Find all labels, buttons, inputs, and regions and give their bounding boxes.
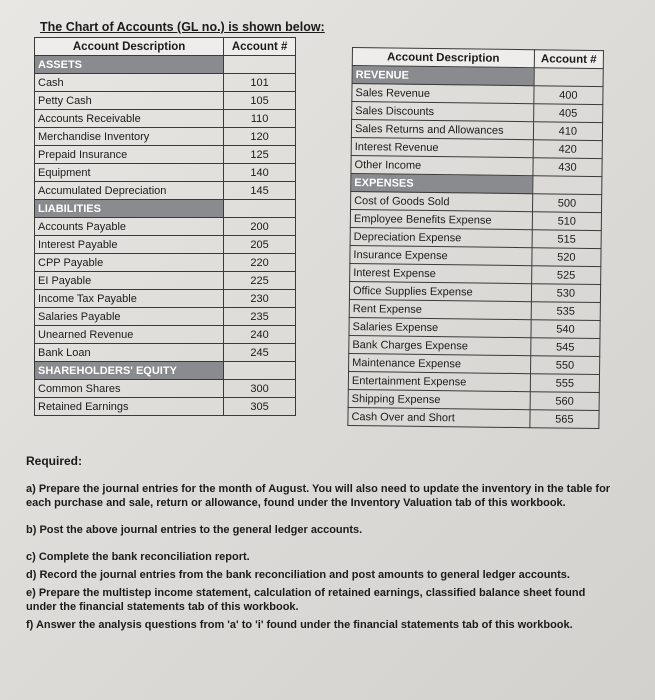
section-number-cell bbox=[224, 56, 296, 74]
table-row bbox=[35, 272, 296, 290]
account-number: 545 bbox=[531, 338, 600, 357]
table-row bbox=[35, 128, 296, 146]
account-description: Cost of Goods Sold bbox=[351, 191, 533, 211]
table-row bbox=[35, 380, 296, 398]
table-row bbox=[35, 290, 296, 308]
account-description: Sales Discounts bbox=[352, 102, 534, 122]
table-row bbox=[35, 326, 296, 344]
account-number: 235 bbox=[224, 308, 296, 326]
account-description: Salaries Expense bbox=[349, 317, 531, 337]
account-description: Office Supplies Expense bbox=[349, 281, 531, 301]
table-row bbox=[348, 407, 599, 428]
account-number: 120 bbox=[224, 128, 296, 146]
account-number: 430 bbox=[533, 158, 602, 177]
table-row bbox=[35, 182, 296, 200]
account-number: 105 bbox=[224, 92, 296, 110]
account-description: Income Tax Payable bbox=[35, 290, 224, 308]
account-description: Bank Loan bbox=[35, 344, 224, 362]
page-heading: The Chart of Accounts (GL no.) is shown below: bbox=[40, 20, 325, 34]
account-number: 220 bbox=[224, 254, 296, 272]
chart-of-accounts-right-table bbox=[347, 47, 604, 429]
account-number: 565 bbox=[530, 410, 599, 429]
account-description: Sales Returns and Allowances bbox=[351, 120, 533, 140]
account-description: Interest Payable bbox=[35, 236, 224, 254]
required-item-a: a) Prepare the journal entries for the month of August. You will also need to update the inventory in the table for each purchase and sale, return or allowance, found under the Inventory Valuation tab of this workbook. bbox=[26, 483, 611, 509]
section-number-cell bbox=[224, 200, 296, 218]
account-description: Cash bbox=[35, 74, 224, 92]
account-description: Interest Expense bbox=[350, 263, 532, 283]
account-description: Entertainment Expense bbox=[348, 371, 530, 391]
table-row bbox=[35, 308, 296, 326]
table-row bbox=[35, 110, 296, 128]
account-description: Accumulated Depreciation bbox=[35, 182, 224, 200]
account-number: 240 bbox=[224, 326, 296, 344]
account-number: 405 bbox=[533, 104, 602, 123]
table-row bbox=[35, 398, 296, 416]
account-number: 140 bbox=[224, 164, 296, 182]
account-description: Insurance Expense bbox=[350, 245, 532, 265]
account-description: Rent Expense bbox=[349, 299, 531, 319]
account-description: Shipping Expense bbox=[348, 389, 530, 409]
section-number-cell bbox=[534, 68, 603, 87]
account-number: 230 bbox=[224, 290, 296, 308]
account-number: 520 bbox=[532, 248, 601, 267]
account-description: Cash Over and Short bbox=[348, 407, 530, 427]
section-title: ASSETS bbox=[35, 56, 224, 74]
account-description: Sales Revenue bbox=[352, 84, 534, 104]
section-row bbox=[35, 362, 296, 380]
account-description: Accounts Receivable bbox=[35, 110, 224, 128]
account-number: 245 bbox=[224, 344, 296, 362]
section-title: EXPENSES bbox=[351, 173, 533, 193]
account-number: 535 bbox=[531, 302, 600, 321]
chart-of-accounts-left-table bbox=[34, 37, 296, 416]
required-item-b: b) Post the above journal entries to the general ledger accounts. bbox=[26, 524, 363, 536]
account-number: 540 bbox=[531, 320, 600, 339]
account-number: 515 bbox=[532, 230, 601, 249]
account-description: Other Income bbox=[351, 155, 533, 175]
table-row bbox=[35, 218, 296, 236]
account-number: 550 bbox=[530, 356, 599, 375]
account-number: 525 bbox=[531, 266, 600, 285]
account-number: 145 bbox=[224, 182, 296, 200]
required-item-e: e) Prepare the multistep income statement, calculation of retained earnings, classified balance sheet found under the financial statements tab of this workbook. bbox=[26, 587, 586, 613]
account-number: 305 bbox=[224, 398, 296, 416]
account-description: Equipment bbox=[35, 164, 224, 182]
table-row bbox=[35, 254, 296, 272]
account-number: 500 bbox=[532, 194, 601, 213]
account-description: Unearned Revenue bbox=[35, 326, 224, 344]
account-description: Retained Earnings bbox=[35, 398, 224, 416]
account-description-header: Account Description bbox=[352, 48, 534, 68]
account-number: 555 bbox=[530, 374, 599, 393]
required-item-c: c) Complete the bank reconciliation report. bbox=[26, 551, 250, 563]
table-row bbox=[35, 92, 296, 110]
account-description: Petty Cash bbox=[35, 92, 224, 110]
account-description: Prepaid Insurance bbox=[35, 146, 224, 164]
account-number: 125 bbox=[224, 146, 296, 164]
account-description: Salaries Payable bbox=[35, 308, 224, 326]
account-description: Maintenance Expense bbox=[349, 353, 531, 373]
required-item-d: d) Record the journal entries from the bank reconciliation and post amounts to general ledger accounts. bbox=[26, 569, 570, 581]
account-number: 200 bbox=[224, 218, 296, 236]
section-number-cell bbox=[533, 176, 602, 195]
account-number: 530 bbox=[531, 284, 600, 303]
table-header-row bbox=[35, 38, 296, 56]
account-number-header: Account # bbox=[534, 50, 603, 69]
section-title: REVENUE bbox=[352, 66, 534, 86]
account-description: Common Shares bbox=[35, 380, 224, 398]
account-description: Bank Charges Expense bbox=[349, 335, 531, 355]
table-row bbox=[35, 344, 296, 362]
section-title: LIABILITIES bbox=[35, 200, 224, 218]
account-number: 300 bbox=[224, 380, 296, 398]
account-number: 101 bbox=[224, 74, 296, 92]
account-description: EI Payable bbox=[35, 272, 224, 290]
account-description-header: Account Description bbox=[35, 38, 224, 56]
account-number: 400 bbox=[534, 86, 603, 105]
table-row bbox=[35, 164, 296, 182]
account-number: 205 bbox=[224, 236, 296, 254]
account-description: Employee Benefits Expense bbox=[350, 209, 532, 229]
account-description: Depreciation Expense bbox=[350, 227, 532, 247]
account-number: 225 bbox=[224, 272, 296, 290]
account-number: 410 bbox=[533, 122, 602, 141]
account-description: Interest Revenue bbox=[351, 137, 533, 157]
table-row bbox=[35, 146, 296, 164]
account-number: 510 bbox=[532, 212, 601, 231]
required-section bbox=[26, 454, 611, 632]
account-number: 420 bbox=[533, 140, 602, 159]
section-number-cell bbox=[224, 362, 296, 380]
table-row bbox=[35, 74, 296, 92]
account-number-header: Account # bbox=[224, 38, 296, 56]
table-row bbox=[35, 236, 296, 254]
section-row bbox=[35, 56, 296, 74]
account-description: Merchandise Inventory bbox=[35, 128, 224, 146]
required-item-f: f) Answer the analysis questions from 'a' to 'i' found under the financial statements tab of this workbook. bbox=[26, 619, 573, 631]
section-row bbox=[35, 200, 296, 218]
account-number: 110 bbox=[224, 110, 296, 128]
account-description: CPP Payable bbox=[35, 254, 224, 272]
required-title: Required: bbox=[26, 454, 83, 468]
account-description: Accounts Payable bbox=[35, 218, 224, 236]
account-number: 560 bbox=[530, 392, 599, 411]
section-title: SHAREHOLDERS' EQUITY bbox=[35, 362, 224, 380]
